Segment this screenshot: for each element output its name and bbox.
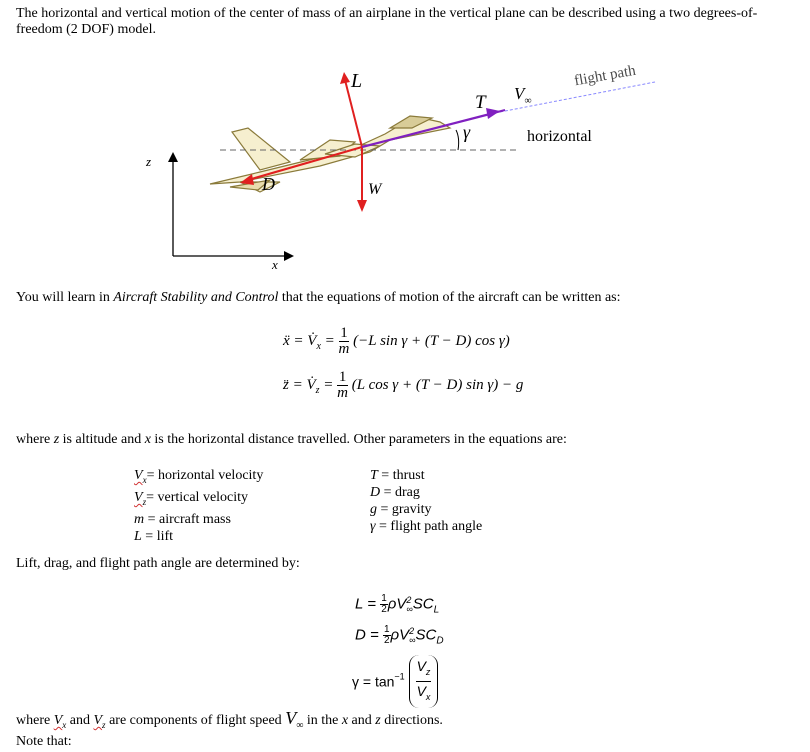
drag-label: D [262, 174, 275, 194]
where2-vinf: V [285, 708, 297, 728]
where1-c: is the horizontal distance travelled. Other parameters in the equations are: [150, 432, 567, 447]
def-vx-sub: x [142, 474, 147, 485]
eq1-lhs: ẍ = V̇ [283, 332, 317, 349]
eqG-lhs: γ = tan [352, 673, 395, 690]
course-name: Aircraft Stability and Control [113, 290, 279, 305]
equation-x-accel: ẍ = $V̇_x$ = $\frac{1}{m}$ (−L sin γ + (T − D) cos γ) [283, 325, 510, 357]
eqG-den-sub: x [425, 691, 431, 702]
flight-path-label: flight path [572, 62, 637, 90]
where1-z: z [53, 432, 60, 447]
lift-label: L [351, 70, 363, 92]
where-paragraph [16, 432, 567, 448]
learn-suffix: that the equations of motion of the aircraft can be written as: [278, 290, 621, 305]
where2-x: x [341, 713, 349, 728]
eqL-half-num: 1 [381, 593, 387, 604]
definition-m [134, 511, 263, 528]
eqG-fraction [416, 657, 432, 706]
eqD-half [383, 625, 391, 646]
def-l-text: = lift [141, 528, 174, 544]
where1-x: x [144, 432, 151, 447]
intro-paragraph: The horizontal and vertical motion of the center of mass of an airplane in the vertical plane can be described using a two degrees-of-freedom (2 DOF) model. [16, 6, 758, 37]
gamma-label: γ [463, 122, 471, 142]
eqL-half-den: 2 [381, 604, 387, 615]
eqD-sup: 2 [409, 625, 415, 636]
definition-d [370, 484, 482, 501]
equation-z-accel: z̈ = $V̇_z$ = $\frac{1}{m}$ (L cos γ + (T − D) sin γ) − g [283, 369, 524, 401]
def-gamma-text: = flight path angle [375, 519, 483, 534]
definition-t [370, 467, 482, 484]
eqL-lhs: L [355, 595, 364, 613]
def-g-text: = gravity [377, 502, 432, 517]
def-m-sym: m [134, 511, 145, 527]
def-vz-sym: V [134, 489, 143, 505]
velocity-symbol: V [514, 84, 525, 103]
components-paragraph [16, 710, 443, 734]
where1-b: is altitude and [59, 432, 145, 447]
velocity-subscript: ∞ [524, 95, 532, 107]
eq2-rhs: (L cos γ + (T − D) sin γ) − g [351, 376, 524, 393]
eqD-sub: D [436, 635, 444, 647]
eqG-num-v: V [416, 658, 426, 674]
eq1-frac-num: 1 [340, 325, 348, 341]
weight-arrowhead [357, 200, 367, 212]
def-d-text: = drag [380, 485, 420, 500]
where2-vx-sub: x [62, 719, 67, 730]
definition-vz [134, 489, 263, 511]
lift-drag-intro: Lift, drag, and flight path angle are determined by: [16, 556, 300, 571]
eq2-lhs: z̈ = V̇ [283, 376, 316, 393]
where2-vinf-sub: ∞ [296, 719, 304, 731]
def-vx-text: = horizontal velocity [146, 468, 264, 483]
where1-a: where [16, 432, 54, 447]
weight-label: W [368, 181, 382, 198]
definitions-left [134, 467, 263, 545]
eqD-rhs: ρV [390, 626, 410, 644]
eq1-rhs: (−L sin γ + (T − D) cos γ) [353, 332, 510, 349]
eqL-rhs: ρV [387, 595, 407, 613]
def-l-sym: L [134, 528, 142, 544]
eq2-frac-den: m [337, 385, 348, 401]
eqG-num-sub: z [425, 666, 431, 677]
eqD-lhs: D [355, 626, 366, 644]
def-vz-text: = vertical velocity [146, 489, 249, 505]
def-g-sym: g [370, 502, 377, 517]
def-vx-sym: V [134, 468, 143, 483]
definition-vx [134, 467, 263, 489]
def-t-sym: T [370, 468, 378, 483]
where2-e: and [348, 713, 376, 728]
eqL-tail: SC [412, 595, 434, 613]
eqG-den [416, 682, 432, 706]
where2-f: directions. [380, 713, 443, 728]
eq2-fraction [337, 370, 348, 401]
eqD-half-num: 1 [383, 624, 390, 635]
eqG-den-v: V [416, 682, 426, 699]
where2-a: where [16, 713, 54, 728]
eqD-tail: SC [415, 626, 437, 644]
def-gamma-sym: γ [370, 519, 376, 534]
eqG-sup: −1 [394, 671, 405, 682]
eqD-inf: ∞ [409, 634, 416, 645]
eqD-half-den: 2 [383, 635, 390, 646]
note-paragraph: Note that: [16, 734, 72, 749]
def-t-text: = thrust [377, 468, 425, 483]
eq1-frac-den: m [338, 341, 350, 357]
x-axis-arrowhead [284, 251, 294, 261]
definition-l [134, 528, 263, 545]
thrust-label: T [475, 92, 486, 113]
z-axis-label: z [146, 154, 152, 169]
x-axis-label: x [272, 257, 278, 272]
equation-drag: D = $\frac{1}{2}$ ρV 2 ∞ $SC_D$ [355, 624, 444, 647]
definition-g [370, 501, 482, 518]
where2-z: z [375, 713, 381, 728]
where2-vz-sub: z [102, 719, 106, 730]
gamma-arc [456, 130, 459, 150]
eqL-sub: L [433, 604, 440, 616]
eqL-half [380, 594, 388, 615]
equation-lift: L = $\frac{1}{2}$ ρV 2 ∞ $SC_L$ [355, 593, 440, 616]
where2-c: are components of flight speed [105, 713, 286, 728]
lift-arrowhead [340, 72, 350, 84]
where2-d: in the [303, 713, 342, 728]
definitions-right [370, 467, 482, 535]
learn-prefix: You will learn in [16, 290, 114, 305]
equation-gamma [352, 655, 438, 708]
eqL-sup: 2 [406, 594, 412, 605]
velocity-label [514, 84, 532, 106]
airplane-force-diagram [140, 62, 660, 274]
eqG-paren [409, 655, 439, 708]
eq1-fraction [339, 326, 350, 357]
horizontal-label: horizontal [527, 128, 592, 145]
def-m-text: = aircraft mass [144, 511, 231, 527]
z-axis-arrowhead [168, 152, 178, 162]
def-d-sym: D [370, 485, 381, 500]
definition-gamma [370, 518, 482, 535]
where2-b: and [66, 713, 94, 728]
def-vz-sub: z [142, 496, 147, 507]
eq1-sub: x [316, 340, 321, 352]
eqG-num [416, 657, 432, 682]
eq2-frac-num: 1 [338, 369, 347, 385]
eq2-sub: z [315, 384, 320, 396]
where2-vx: V [53, 713, 63, 728]
where2-vz: V [93, 713, 103, 728]
eqL-inf: ∞ [406, 603, 413, 614]
learn-paragraph [16, 290, 621, 306]
